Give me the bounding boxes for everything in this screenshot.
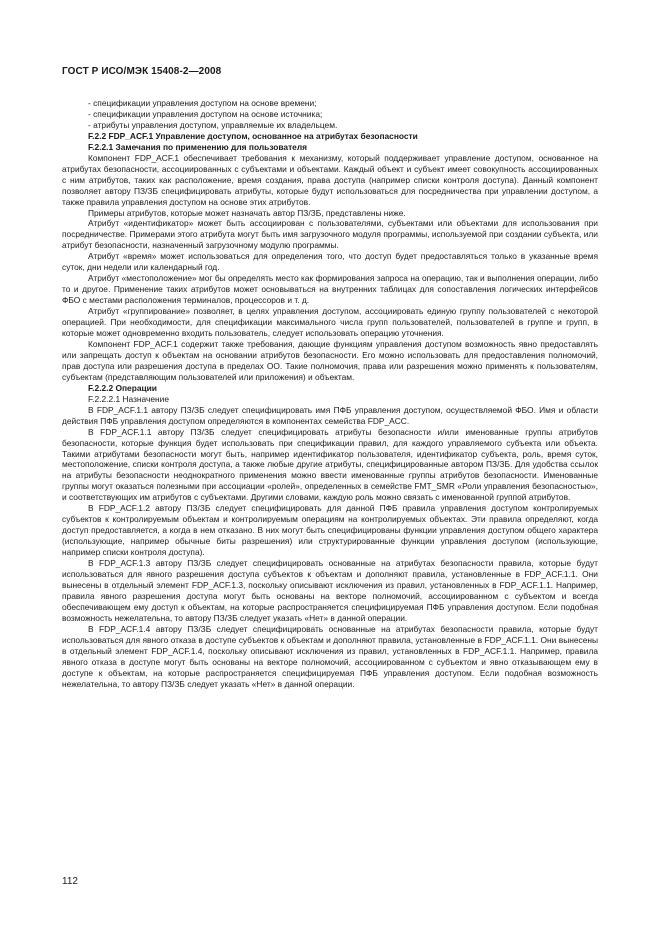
- page-number: 112: [62, 876, 78, 887]
- subsection-heading: F.2.2.2 Операции: [88, 382, 157, 393]
- list-item: - спецификации управления доступом на основе источника;: [88, 108, 323, 119]
- paragraph: Атрибут «группирование» позволяет, в целях управления доступом, ассоциировать единую группу пользователей с некоторой операцией. При необходимости, для спецификации максимального числа групп пользователей, пользователей в группе и групп, в которые может одновременно входить пользователь, следует использовать операцию уточнения.: [62, 306, 598, 339]
- subsubsection-heading: F.2.2.2.1 Назначение: [88, 393, 169, 404]
- paragraph: Компонент FDP_ACF.1 содержит также требования, дающие функциям управления доступом возможность явно предоставлять или запрещать доступ к объектам на основании атрибутов безопасности. Его можно использовать для предоставления полномочий, прав доступа или разрешения доступа в пределах ОО. Такие полномочия, права или разрешения можно применять к пользователям, субъектам (представляющим пользователей или приложения) и объектам.: [62, 338, 598, 382]
- paragraph: В FDP_ACF.1.2 автору ПЗ/ЗБ следует специфицировать для данной ПФБ правила управления доступом контролируемых субъектов к контролируемым объектам и контролируемым операциям на контролируемых объектах. Эти правила определяют, когда доступ предоставляется, а когда в нем отказано. В них могут быть специфицированы функции управления доступом общего характера (использующие, например обычные биты разрешения) или структурированные функции управления доступом (использующие, например списки контроля доступа).: [62, 503, 598, 558]
- paragraph: В FDP_ACF.1.1 автору ПЗ/ЗБ следует специфицировать атрибуты безопасности и/или именованные группы атрибутов безопасности, которые функция будет использовать при спецификации правил, для каждого управляемого субъекта или объекта. Такими атрибутами безопасности могут быть, например идентификатор пользователя, идентификатор субъекта, роль, время суток, местоположение, списки контроля доступа, а также любые другие атрибуты, специфицированные автором ПЗ/ЗБ. Для удобства ссылок на атрибуты безопасности неоднократного применения можно ввести именованные группы атрибутов безопасности. Именованные группы могут оказаться полезными при ассоциации «ролей», определенных в семействе FMT_SMR «Роли управления безопасностью», и соответствующих им атрибутов с субъектами. Другими словами, каждую роль можно связать с именованной группой атрибутов.: [62, 426, 598, 503]
- paragraph: Примеры атрибутов, которые может назначать автор ПЗ/ЗБ, представлены ниже.: [88, 207, 406, 218]
- paragraph: Атрибут «местоположение» мог бы определять место как формирования запроса на операцию, так и выполнения операции, либо то и другое. Применение таких атрибутов может основываться на внутренних таблицах для сопоставления логических интерфейсов ФБО с местами расположения терминалов, процессоров и т. д.: [62, 273, 598, 306]
- document-body: [62, 98, 598, 689]
- paragraph: В FDP_ACF.1.1 автору ПЗ/ЗБ следует специфицировать имя ПФБ управления доступом, осуществляемой ФБО. Имя и области действия ПФБ управления доступом определяются в компонентах семейства FDP_ACC.: [62, 404, 598, 426]
- list-item: - атрибуты управления доступом, управляемые их владельцем.: [88, 119, 338, 130]
- document-header: ГОСТ Р ИСО/МЭК 15408-2—2008: [62, 66, 222, 77]
- paragraph: В FDP_ACF.1.4 автору ПЗ/ЗБ следует специфицировать основанные на атрибутах безопасности правила, которые будут использоваться для явного отказа в доступе субъектов к объектам и дополняют правила, установленные в FDP_ACF.1.1. Они вынесены в отдельный элемент FDP_ACF.1.4, поскольку описывают исключения из правил, установленных в FDP_ACF.1.1. Например, правила явного отказа в доступе могут быть основаны на векторе полномочий, ассоциированном с субъектом и явно отказывающем ему в доступе к объектам, на которые распространяется специфицируемая ПФБ управления доступом. Если подобная возможность нежелательна, то автору ПЗ/ЗБ следует указать «Нет» в данной операции.: [62, 623, 598, 689]
- paragraph: Атрибут «время» может использоваться для определения того, что доступ будет предоставляться только в указанные время суток, дни недели или календарный год.: [62, 251, 598, 273]
- list-item: - спецификации управления доступом на основе времени;: [88, 98, 317, 108]
- subsection-heading: F.2.2.1 Замечания по применению для пользователя: [88, 141, 308, 152]
- paragraph: Атрибут «идентификатор» может быть ассоциирован с пользователями, субъектами или объектами для использования при посредничестве. Примерами этого атрибута могут быть имя загрузочного модуля программы, используемой при создании субъекта, или атрибут безопасности, назначенный загрузочному модулю программы.: [62, 218, 598, 251]
- paragraph: Компонент FDP_ACF.1 обеспечивает требования к механизму, который поддерживает управление доступом, основанное на атрибутах безопасности, ассоциированных с субъектами и объектами. Каждый объект и субъект имеет совокупность ассоциированных с ним атрибутов, таких как расположение, время создания, права доступа (например списки контроля доступа). Данный компонент позволяет автору ПЗ/ЗБ специфицировать атрибуты, которые будут использоваться для посредничества при управлении доступом, а также правила управления доступом на основе этих атрибутов.: [62, 152, 598, 207]
- paragraph: В FDP_ACF.1.3 автору ПЗ/ЗБ следует специфицировать основанные на атрибутах безопасности правила, которые будут использоваться для явного разрешения доступа субъектов к объектам и дополняют правила, установленные в FDP_ACF.1.1. Они вынесены в отдельный элемент FDP_ACF.1.3, поскольку описывают исключения из правил, установленных в FDP_ACF.1.1. Например, правила явного разрешения доступа могут быть основаны на векторе полномочий, ассоциированном с субъектом и всегда обеспечивающем ему доступ к объектам, на которые распространяется специфицируемая ПФБ управления доступом. Если подобная возможность нежелательна, то автору ПЗ/ЗБ следует указать «Нет» в данной операции.: [62, 558, 598, 623]
- section-heading: F.2.2 FDP_ACF.1 Управление доступом, основанное на атрибутах безопасности: [88, 130, 418, 141]
